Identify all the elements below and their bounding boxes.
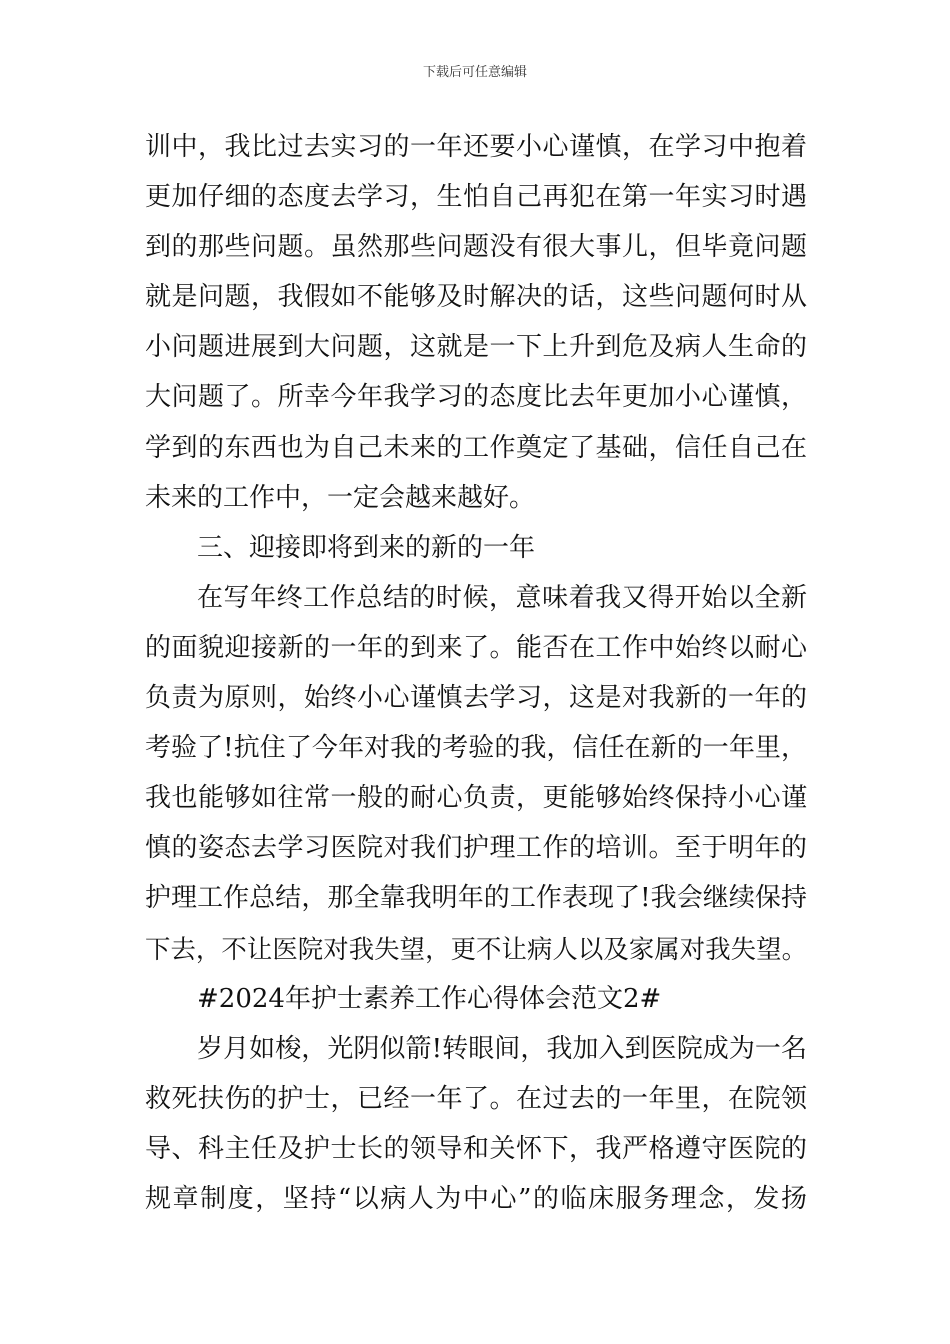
text-line: 慎的姿态去学习医院对我们护理工作的培训。至于明年的	[145, 833, 807, 864]
text-line: 训中，我比过去实习的一年还要小心谨慎，在学习中抱着	[145, 132, 807, 162]
text-line: 负责为原则，始终小心谨慎去学习，这是对我新的一年的	[145, 683, 807, 714]
section-heading: 三、迎接即将到来的新的一年	[197, 532, 536, 563]
text-line: 学到的东西也为自己未来的工作奠定了基础，信任自己在	[145, 432, 807, 463]
text-line: 到的那些问题。虽然那些问题没有很大事儿，但毕竟问题	[145, 232, 807, 263]
text-line: 岁月如梭，光阴似箭!转眼间，我加入到医院成为一名	[197, 1033, 807, 1064]
text-line: 护理工作总结，那全靠我明年的工作表现了!我会继续保持	[145, 883, 807, 914]
text-line: 在写年终工作总结的时候，意味着我又得开始以全新	[197, 582, 807, 613]
page-header-note: 下载后可任意编辑	[422, 65, 527, 80]
text-line: 小问题进展到大问题，这就是一下上升到危及病人生命的	[145, 332, 807, 363]
text-line: 我也能够如往常一般的耐心负责，更能够始终保持小心谨	[145, 783, 807, 814]
text-line: 未来的工作中，一定会越来越好。	[145, 482, 536, 513]
text-line: 更加仔细的态度去学习，生怕自己再犯在第一年实习时遇	[145, 182, 807, 213]
text-line: 导、科主任及护士长的领导和关怀下，我严格遵守医院的	[145, 1133, 807, 1164]
text-line: 的面貌迎接新的一年的到来了。能否在工作中始终以耐心	[145, 632, 807, 663]
article-title: #2024年护士素养工作心得体会范文2#	[197, 983, 662, 1014]
document-body	[145, 122, 807, 1224]
text-line: 考验了!抗住了今年对我的考验的我，信任在新的一年里，	[145, 733, 807, 764]
text-line: 就是问题，我假如不能够及时解决的话，这些问题何时从	[145, 282, 807, 313]
text-line: 救死扶伤的护士，已经一年了。在过去的一年里，在院领	[145, 1083, 807, 1114]
text-line: 规章制度，坚持“以病人为中心”的临床服务理念，发扬	[145, 1183, 807, 1214]
text-line: 大问题了。所幸今年我学习的态度比去年更加小心谨慎，	[145, 382, 807, 413]
text-line: 下去，不让医院对我失望，更不让病人以及家属对我失望。	[145, 933, 807, 964]
